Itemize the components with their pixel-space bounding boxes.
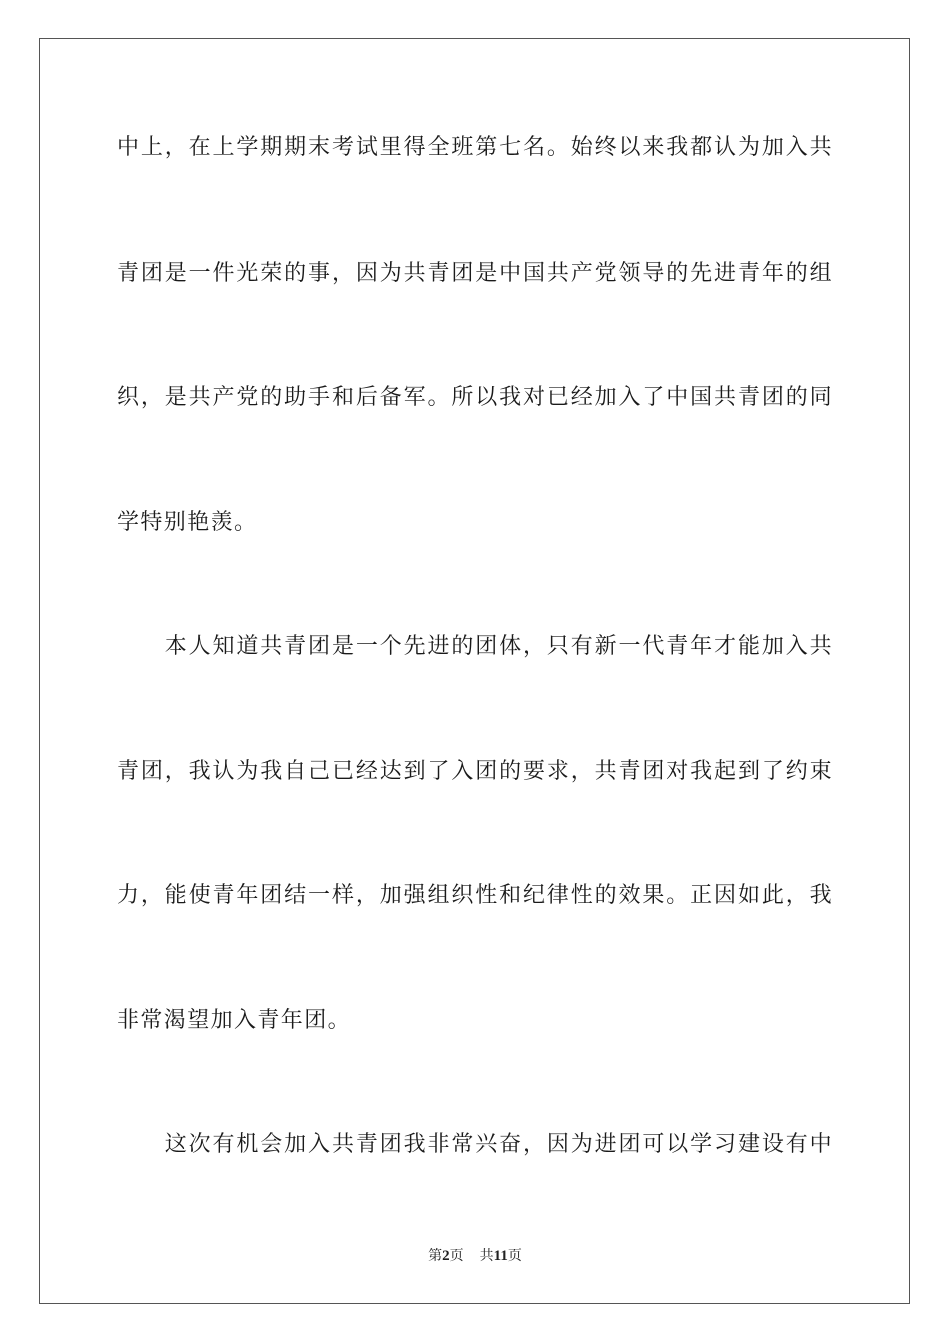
total-label-suffix: 页 <box>507 1248 522 1264</box>
paragraph-line: 织，是共产党的助手和后备军。所以我对已经加入了中国共青团的同 <box>117 385 833 410</box>
paragraph-line: 青团，我认为我自己已经达到了入团的要求，共青团对我起到了约束 <box>117 759 833 784</box>
page-border <box>39 38 910 1304</box>
paragraph-line: 本人知道共青团是一个先进的团体，只有新一代青年才能加入共 <box>117 634 833 659</box>
page-label-suffix: 页 <box>449 1248 464 1264</box>
paragraph-line: 力，能使青年团结一样，加强组织性和纪律性的效果。正因如此，我 <box>117 883 833 908</box>
total-pages: 11 <box>493 1248 508 1264</box>
paragraph-line: 这次有机会加入共青团我非常兴奋，因为进团可以学习建设有中 <box>117 1132 833 1157</box>
page-number: 2 <box>442 1248 450 1264</box>
page-label-prefix: 第 <box>428 1248 443 1264</box>
total-label-prefix: 共 <box>479 1248 494 1264</box>
paragraph-line: 非常渴望加入青年团。 <box>117 1008 352 1033</box>
paragraph-line: 中上，在上学期期末考试里得全班第七名。始终以来我都认为加入共 <box>117 135 833 160</box>
paragraph-line: 青团是一件光荣的事，因为共青团是中国共产党领导的先进青年的组 <box>117 261 833 286</box>
paragraph-line: 学特别艳羡。 <box>117 510 258 535</box>
page-footer <box>0 1246 950 1266</box>
